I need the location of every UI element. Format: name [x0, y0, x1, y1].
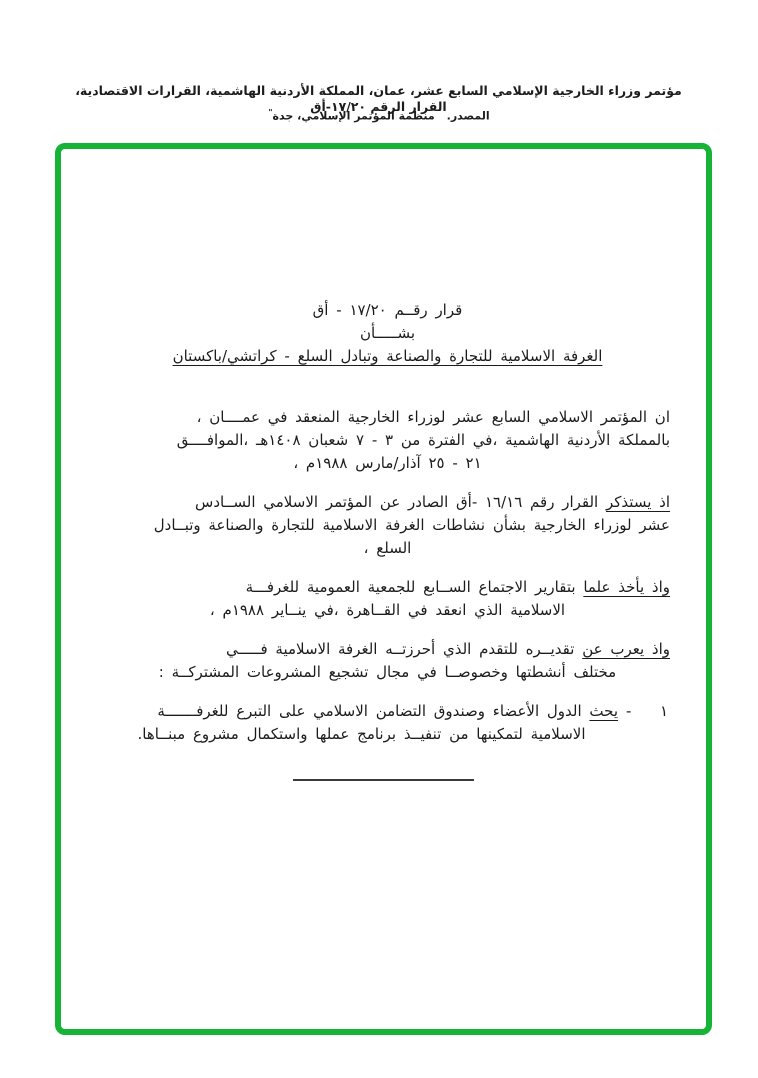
preamble-paragraph-4 [105, 638, 670, 684]
text-line: ان المؤتمر الاسلامي السابع عشر لوزراء الخارجية المنعقد في عمــــان ، [196, 408, 670, 426]
resolution-title [105, 299, 670, 368]
underlined-lead: يحث [589, 702, 618, 720]
section-divider [293, 779, 474, 781]
underlined-lead: واذ يعرب عن [582, 640, 670, 658]
underlined-lead: اذ يستذكر [606, 493, 670, 511]
text-line: عشر لوزراء الخارجية بشأن نشاطات الغرفة الاسلامية للتجارة والصناعة وتبــادل [153, 516, 670, 534]
document-citation-header: مؤتمر وزراء الخارجية الإسلامي السابع عشر، عمان، المملكة الأردنية الهاشمية، القرارات الاقتصادية، القرار الرقم ١٧/٢٠-أق [75, 83, 682, 114]
line-rest: الدول الأعضاء وصندوق التضامن الاسلامي على التبرع للغرفـــــــة [157, 702, 590, 720]
resolution-subject-word: بشـــــأن [359, 324, 416, 342]
text-line: ٢١ - ٢٥ آذار/مارس ١٩٨٨م ، [293, 454, 482, 472]
line-rest: القرار رقم ١٦/١٦ -أق الصادر عن المؤتمر الاسلامي الســادس [195, 493, 606, 511]
item-body [105, 700, 618, 746]
operative-item-1 [105, 700, 670, 746]
preamble-paragraph-3 [105, 576, 670, 622]
item-number-digit: ١ [659, 702, 668, 720]
footnote-mark: " [268, 108, 273, 117]
item-number-dash: - [626, 702, 632, 720]
source-value: منظمة المؤتمر الإسلامي، جدة [272, 109, 435, 123]
text-line [105, 638, 670, 661]
text-line: بالمملكة الأردنية الهاشمية ،في الفترة من ٣ - ٧ شعبان ١٤٠٨هـ ،الموافــــق [176, 431, 670, 449]
preamble-paragraph-2 [105, 491, 670, 560]
text-line [105, 576, 670, 599]
text-line: السلع ، [363, 539, 412, 557]
document-source-line [0, 108, 758, 123]
resolution-number-line: قرار رقــم ١٧/٢٠ - أق [312, 301, 463, 319]
text-line: الاسلامية الذي انعقد في القــاهرة ،في ينــاير ١٩٨٨م ، [209, 601, 566, 619]
text-line: مختلف أنشطتها وخصوصــا في مجال تشجيع المشروعات المشتركــة : [158, 663, 617, 681]
text-line: الاسلامية لتمكينها من تنفيــذ برنامج عملها واستكمال مشروع مبنــاها. [137, 725, 586, 743]
green-border-frame [55, 143, 712, 1035]
text-line [105, 491, 670, 514]
text-line [105, 700, 618, 723]
preamble-paragraph-1 [105, 406, 670, 475]
resolution-subject-line: الغرفة الاسلامية للتجارة والصناعة وتبادل السلع - كراتشي/باكستان [172, 347, 603, 365]
line-rest: تقديــره للتقدم الذي أحرزتــه الغرفة الاسلامية فـــــي [225, 640, 583, 658]
line-rest: بتقارير الاجتماع الســابع للجمعية العمومية للغرفـــة [245, 578, 584, 596]
source-label: المصدر. [446, 109, 490, 123]
resolution-body [61, 149, 706, 781]
item-number [626, 700, 668, 723]
underlined-lead: واذ يأخذ علما [583, 578, 670, 596]
